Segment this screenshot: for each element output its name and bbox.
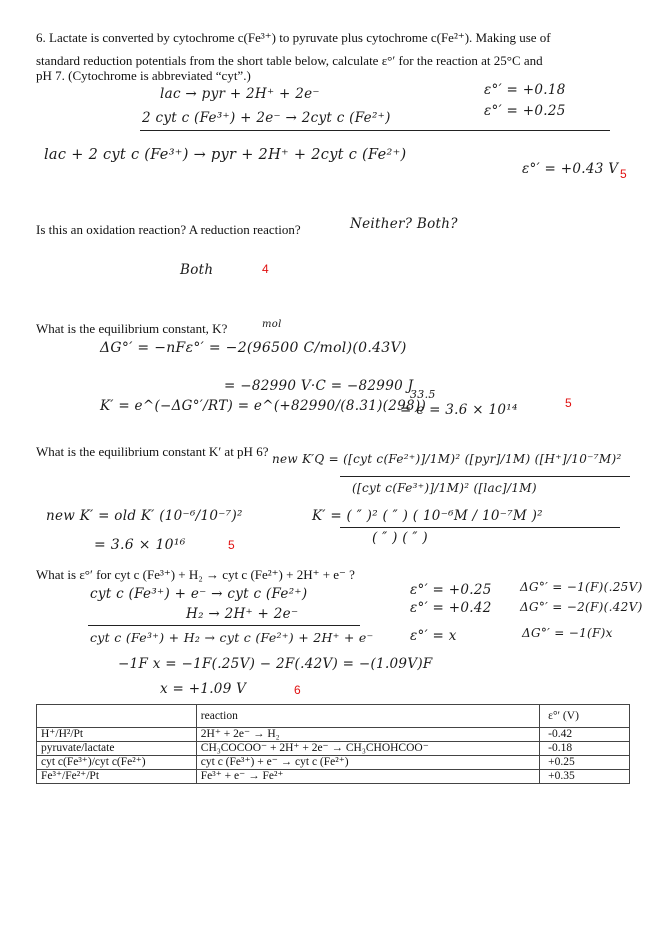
handwritten-newk-value: = 3.6 × 10¹⁶ bbox=[94, 537, 186, 553]
score-part-d: 5 bbox=[228, 538, 235, 552]
handwritten-e-net-dg: ΔG°′ = −1(F)x bbox=[522, 626, 613, 640]
handwritten-delta-g-result: = −82990 V·C = −82990 J bbox=[224, 378, 414, 394]
handwritten-half-reaction-2: 2 cyt c (Fe³⁺) + 2e⁻ → 2cyt c (Fe²⁺) bbox=[142, 110, 391, 126]
sum-line-2 bbox=[88, 625, 360, 626]
sum-line-1 bbox=[140, 130, 610, 131]
table-cell-potential: +0.25 bbox=[540, 756, 630, 770]
handwritten-inline-answer: Neither? Both? bbox=[350, 216, 458, 232]
handwritten-k-exponent: K′ = e^(−ΔG°′/RT) = e^(+82990/(8.31)(298)) bbox=[100, 398, 427, 414]
handwritten-delta-g-calc: ΔG°′ = −nFε°′ = −2(96500 C/mol)(0.43V) bbox=[100, 340, 407, 356]
handwritten-potential-1: ε°′ = +0.18 bbox=[484, 82, 566, 98]
handwritten-mol-label: mol bbox=[262, 319, 282, 330]
question-k-at-ph6: What is the equilibrium constant K′ at pH 6? bbox=[36, 444, 269, 459]
handwritten-e-result: x = +1.09 V bbox=[160, 681, 247, 697]
handwritten-newk-expression: new K′ = old K′ (10⁻⁶/10⁻⁷)² bbox=[46, 508, 243, 524]
handwritten-k-denominator: ( ″ ) ( ″ ) bbox=[372, 530, 428, 546]
handwritten-answer-both: Both bbox=[180, 262, 214, 278]
table-cell-reaction: 2H⁺ + 2e⁻ → H₂ bbox=[196, 728, 539, 742]
handwritten-q-denominator: ([cyt c(Fe³⁺)]/1M)² ([lac]/1M) bbox=[352, 481, 537, 495]
question-equilibrium-constant: What is the equilibrium constant, K? bbox=[36, 321, 228, 336]
handwritten-e-dg-1: ΔG°′ = −1(F)(.25V) bbox=[520, 580, 643, 594]
table-cell-couple: H⁺/H²/Pt bbox=[37, 728, 197, 742]
handwritten-k-result: = e = 3.6 × 10¹⁴ bbox=[400, 402, 518, 418]
table-cell-reaction: CH₃COCOO⁻ + 2H⁺ + 2e⁻ → CH₃CHOHCOO⁻ bbox=[196, 742, 539, 756]
table-cell-potential: +0.35 bbox=[540, 770, 630, 784]
reduction-potential-table bbox=[36, 704, 630, 784]
handwritten-e-solve: −1F x = −1F(.25V) − 2F(.42V) = −(1.09V)F bbox=[118, 656, 433, 672]
handwritten-e-half-2: H₂ → 2H⁺ + 2e⁻ bbox=[186, 606, 299, 622]
handwritten-e-dg-2: ΔG°′ = −2(F)(.42V) bbox=[520, 600, 643, 614]
table-cell-couple: cyt c(Fe³⁺)/cyt c(Fe²⁺) bbox=[37, 756, 197, 770]
handwritten-k-numerator: K′ = ( ″ )² ( ″ ) ( 10⁻⁶M / 10⁻⁷M )² bbox=[312, 508, 543, 524]
score-part-c: 5 bbox=[565, 396, 572, 410]
k-fraction-bar bbox=[340, 527, 620, 528]
table-header-potential: ε°′ (V) bbox=[540, 705, 630, 728]
handwritten-e-potential-2: ε°′ = +0.42 bbox=[410, 600, 492, 616]
table-cell-potential: -0.18 bbox=[540, 742, 630, 756]
table-row bbox=[37, 728, 630, 742]
handwritten-exponent-value: 33.5 bbox=[410, 388, 436, 401]
table-cell-reaction: cyt c (Fe³⁺) + e⁻ → cyt c (Fe²⁺) bbox=[196, 756, 539, 770]
score-part-b: 4 bbox=[262, 262, 269, 276]
handwritten-net-reaction: lac + 2 cyt c (Fe³⁺) → pyr + 2H⁺ + 2cyt c (Fe²⁺) bbox=[44, 147, 407, 163]
table-cell-couple: pyruvate/lactate bbox=[37, 742, 197, 756]
handwritten-q-numerator: new K′Q = ([cyt c(Fe²⁺)]/1M)² ([pyr]/1M) ([H⁺]/10⁻⁷M)² bbox=[272, 452, 622, 466]
handwritten-e-net: cyt c (Fe³⁺) + H₂ → cyt c (Fe²⁺) + 2H⁺ + e⁻ bbox=[90, 630, 374, 645]
table-row bbox=[37, 770, 630, 784]
handwritten-e-net-potential: ε°′ = x bbox=[410, 628, 457, 644]
handwritten-half-reaction-1: lac → pyr + 2H⁺ + 2e⁻ bbox=[160, 86, 320, 102]
score-part-a: 5 bbox=[620, 167, 627, 181]
question-6-line-2: standard reduction potentials from the short table below, calculate ε°′ for the reaction at 25°C and bbox=[36, 53, 543, 68]
table-header-couple bbox=[37, 705, 197, 728]
question-epsilon-h2: What is ε°′ for cyt c (Fe³⁺) + H₂ → cyt c (Fe²⁺) + 2H⁺ + e⁻ ? bbox=[36, 567, 355, 582]
table-cell-reaction: Fe³⁺ + e⁻ → Fe²⁺ bbox=[196, 770, 539, 784]
question-6-line-1: 6. Lactate is converted by cytochrome c(Fe³⁺) to pyruvate plus cytochrome c(Fe²⁺). Making use of bbox=[36, 30, 551, 45]
handwritten-potential-2: ε°′ = +0.25 bbox=[484, 103, 566, 119]
table-row bbox=[37, 756, 630, 770]
question-oxidation-reduction: Is this an oxidation reaction? A reduction reaction? bbox=[36, 222, 301, 237]
question-6-line-3: pH 7. (Cytochrome is abbreviated “cyt”.) bbox=[36, 68, 251, 83]
table-cell-couple: Fe³⁺/Fe²⁺/Pt bbox=[37, 770, 197, 784]
score-part-e: 6 bbox=[294, 683, 301, 697]
handwritten-e-potential-1: ε°′ = +0.25 bbox=[410, 582, 492, 598]
q-fraction-bar bbox=[340, 476, 630, 477]
table-row bbox=[37, 742, 630, 756]
table-header-reaction: reaction bbox=[196, 705, 539, 728]
handwritten-net-potential: ε°′ = +0.43 V bbox=[522, 161, 619, 177]
handwritten-e-half-1: cyt c (Fe³⁺) + e⁻ → cyt c (Fe²⁺) bbox=[90, 586, 308, 602]
table-cell-potential: -0.42 bbox=[540, 728, 630, 742]
table-header-row bbox=[37, 705, 630, 728]
